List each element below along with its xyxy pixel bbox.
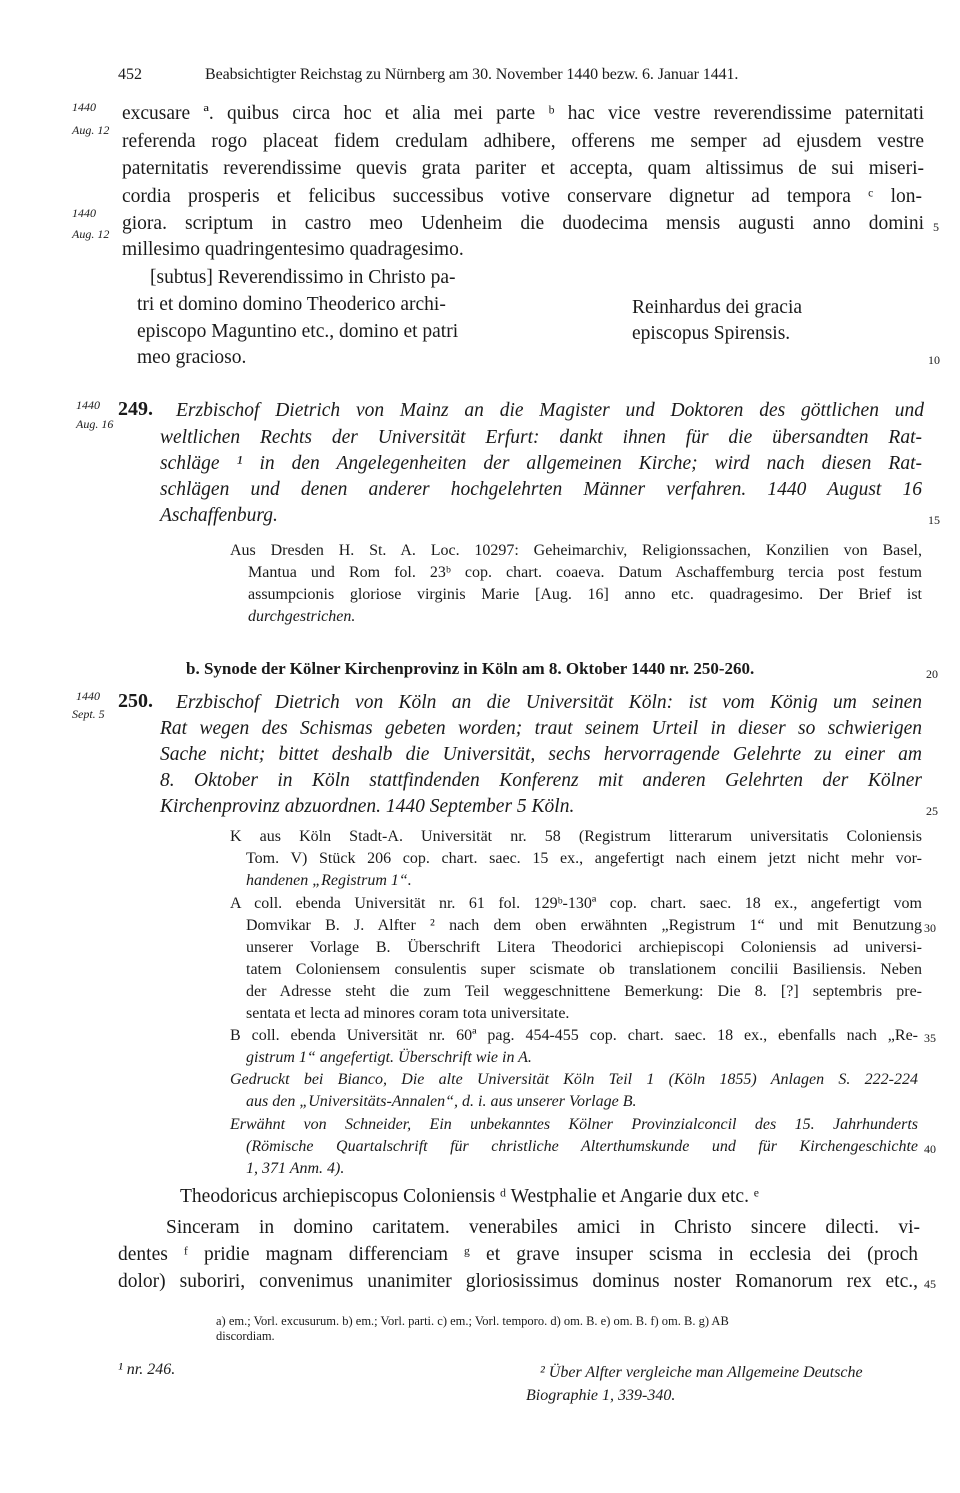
source-line: Mantua und Rom fol. 23ᵇ cop. chart. coaeva. Datum Aschaffemburg tercia post festum — [248, 564, 922, 581]
signature-line: episcopus Spirensis. — [632, 323, 791, 344]
line-number: 10 — [928, 353, 940, 367]
line-number: 25 — [926, 804, 938, 818]
page-number: 452 — [118, 66, 142, 83]
letter-text-line: excusare ª. quibus circa hoc et alia mei parte ᵇ hac vice vestre reverendissime paternitati — [122, 103, 924, 124]
letter-text-line: giora. scriptum in castro meo Udenheim die duodecima mensis augusti anno domini — [122, 213, 924, 234]
variant-note: discordiam. — [216, 1329, 275, 1343]
source-line: assumpcionis gloriose virginis Marie [Aug. 16] anno etc. quadragesimo. Der Brief ist — [248, 586, 922, 603]
line-number: 20 — [926, 667, 938, 681]
source-line: Tom. V) Stück 206 cop. chart. saec. 15 ex., angefertigt nach einem jetzt nicht mehr vor- — [246, 850, 922, 867]
source-line: tatem Coloniensem consulentis super scismate ob translationem concilii Basiliensis. Neben — [246, 961, 922, 978]
margin-gloss-date: Sept. 5 — [72, 707, 105, 721]
source-line: K aus Köln Stadt-A. Universität nr. 58 (Registrum litterarum universitatis Coloniensis — [230, 828, 922, 845]
margin-gloss-date: 1440 — [76, 398, 100, 412]
source-line: 1, 371 Anm. 4). — [246, 1160, 345, 1177]
line-number: 40 — [924, 1142, 936, 1156]
source-line: handenen „Registrum 1“. — [246, 872, 412, 889]
source-line: gistrum 1“ angefertigt. Überschrift wie in A. — [246, 1049, 532, 1066]
regest-line: Erzbischof Dietrich von Mainz an die Magister und Doktoren des göttlichen und — [176, 400, 924, 421]
section-heading: b. Synode der Kölner Kirchenprovinz in Köln am 8. Oktober 1440 nr. 250-260. — [186, 659, 755, 678]
margin-gloss-date: 1440 — [76, 689, 100, 703]
margin-gloss-date: 1440 — [72, 100, 96, 114]
variant-note: a) em.; Vorl. excusurum. b) em.; Vorl. parti. c) em.; Vorl. temporo. d) om. B. e) om. B. f) om. B. g) AB — [216, 1314, 729, 1328]
letter-text-line: referenda rogo placeat fidem credulam adhibere, offerens me semper ad ejusdem vestre — [122, 131, 924, 152]
regest-line: weltlichen Rechts der Universität Erfurt: dankt ihnen für die übersandten Rat- — [160, 427, 922, 448]
source-line: aus den „Universitäts-Annalen“, d. i. aus unserer Vorlage B. — [246, 1093, 637, 1110]
document-number: 250. — [118, 690, 153, 712]
line-number: 30 — [924, 921, 936, 935]
address-line: tri et domino domino Theoderico archi- — [137, 294, 446, 315]
signature-line: Reinhardus dei gracia — [632, 297, 803, 318]
source-line: (Römische Quartalschrift für christliche Alterthumskunde und für Kirchengeschichte — [246, 1138, 918, 1155]
letter-text-line: millesimo quadringentesimo quadragesimo. — [122, 239, 464, 260]
regest-line: 8. Oktober in Köln stattfindenden Konferenz mit anderen Gelehrten der Kölner — [160, 770, 922, 791]
line-number: 45 — [924, 1277, 936, 1291]
letter-text-line: Sinceram in domino caritatem. venerabiles amici in Christo sincere dilecti. vi- — [166, 1217, 920, 1238]
address-line: meo gracioso. — [137, 347, 247, 368]
source-line: Erwähnt von Schneider, Ein unbekanntes Kölner Provinzialconcil des 15. Jahrhunderts — [230, 1116, 918, 1133]
regest-line: Rat wegen des Schismas gebeten worden; traut seinem Urteil in dieser so schwierigen — [160, 718, 922, 739]
source-line: der Adresse steht die zum Teil weggeschnittene Bemerkung: Die 8. [?] septembris pre- — [246, 983, 922, 1000]
line-number: 35 — [924, 1031, 936, 1045]
line-number: 15 — [928, 513, 940, 527]
footnote: ¹ nr. 246. — [118, 1361, 176, 1378]
address-line: episcopo Maguntino etc., domino et patri — [137, 321, 459, 342]
source-line: durchgestrichen. — [248, 608, 356, 625]
footnote: ² Über Alfter vergleiche man Allgemeine Deutsche — [540, 1364, 863, 1381]
regest-line: Sache nicht; bittet deshalb die Universität, sechs hervorragende Gelehrte zu einer am — [160, 744, 922, 765]
margin-gloss-date: 1440 — [72, 206, 96, 220]
margin-gloss-date: Aug. 12 — [72, 227, 110, 241]
regest-line: Erzbischof Dietrich von Köln an die Universität Köln: ist vom König um seinen — [176, 692, 922, 713]
document-number: 249. — [118, 398, 153, 420]
footnote: Biographie 1, 339-340. — [526, 1387, 676, 1404]
running-title: Beabsichtigter Reichstag zu Nürnberg am 30. November 1440 bezw. 6. Januar 1441. — [205, 66, 739, 83]
regest-line: Kirchenprovinz abzuordnen. 1440 September 5 Köln. — [160, 796, 575, 817]
regest-line: Aschaffenburg. — [160, 505, 278, 526]
letter-text-line: dentes ᶠ pridie magnam differenciam ᵍ et grave insuper scisma in ecclesia dei (proch — [118, 1244, 918, 1265]
line-number: 5 — [933, 220, 939, 234]
letter-text-line: paternitatis reverendissime quevis grata pariter et accepta, quam altissimus de sui miseri- — [122, 158, 924, 179]
source-line: unserer Vorlage B. Überschrift Litera Theodorici archiepiscopi Coloniensis ad universi- — [246, 939, 922, 956]
source-line: B coll. ebenda Universität nr. 60ª pag. 454-455 cop. chart. saec. 18 ex., ebenfalls nach „Re- — [230, 1027, 918, 1044]
source-line: Gedruckt bei Bianco, Die alte Universität Köln Teil 1 (Köln 1855) Anlagen S. 222-224 — [230, 1071, 918, 1088]
source-line: sentata et lecta ad minores coram tota universitate. — [246, 1005, 570, 1022]
letter-text-line: cordia prosperis et felicibus successibus votive conservare dignetur ad tempora ᶜ lon- — [122, 186, 922, 207]
regest-line: schläge ¹ in den Angelegenheiten der allgemeinen Kirche; wird nach diesen Rat- — [160, 453, 922, 474]
source-line: Aus Dresden H. St. A. Loc. 10297: Geheimarchiv, Religionssachen, Konzilien von Basel, — [230, 542, 922, 559]
source-line: Domvikar B. J. Alfter ² nach dem oben erwähnten „Registrum 1“ und mit Benutzung — [246, 917, 922, 934]
source-line: A coll. ebenda Universität nr. 61 fol. 129ᵇ-130ª cop. chart. saec. 18 ex., angefertigt vom — [230, 895, 922, 912]
margin-gloss-date: Aug. 16 — [76, 417, 114, 431]
letter-text-line: dolor) suboriri, convenimus unanimiter gloriosissimus dominus noster Romanorum rex etc., — [118, 1271, 918, 1292]
address-line: [subtus] Reverendissimo in Christo pa- — [150, 267, 456, 288]
regest-line: schlägen und denen anderer hochgelehrten Männer verfahren. 1440 August 16 — [160, 479, 922, 500]
letter-intitulatio: Theodoricus archiepiscopus Coloniensis ᵈ Westphalie et Angarie dux etc. ᵉ — [180, 1186, 759, 1207]
margin-gloss-date: Aug. 12 — [72, 123, 110, 137]
